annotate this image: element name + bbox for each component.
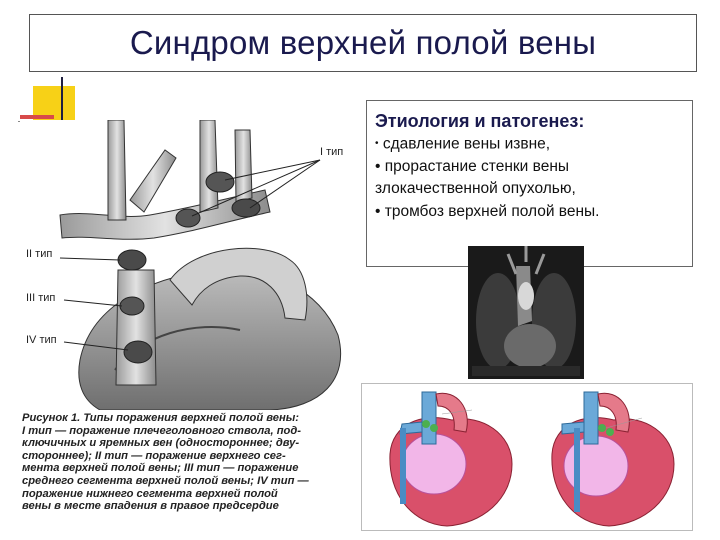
caption-line: I тип — поражение плечеголовного ствола, под-: [22, 424, 302, 437]
caption-line: ключичных и яремных вен (одностороннее; дву-: [22, 437, 300, 450]
caption-line: вены в месте впадения в правое предсердие: [22, 500, 279, 513]
heart-diagrams: [361, 383, 693, 531]
label-type-1: I тип: [320, 146, 344, 158]
etiology-line-text: сдавление вены извне,: [382, 135, 551, 153]
vena-cava-illustration: [20, 120, 360, 410]
caption-line: среднего сегмента верхней полой вены; IV тип —: [22, 474, 309, 487]
caption-line: Рисунок 1. Типы поражения верхней полой вены:: [22, 412, 299, 424]
figure-1-caption: [22, 412, 360, 513]
caption-line: поражение нижнего сегмента верхней полой: [22, 487, 278, 500]
figure-1: [20, 120, 360, 528]
accent-red-bar: [20, 115, 54, 119]
bullet: •: [375, 138, 379, 149]
caption-line: мента верхней полой вены; III тип — поражение: [22, 462, 299, 475]
etiology-line: • прорастание стенки вены: [375, 157, 570, 175]
label-type-4: IV тип: [26, 334, 57, 346]
ct-scan-image: [468, 246, 584, 379]
etiology-line: злокачественной опухолью,: [375, 180, 576, 198]
etiology-line: • тромбоз верхней полой вены.: [375, 202, 600, 220]
etiology-heading: Этиология и патогенез:: [375, 111, 585, 131]
caption-line: стороннее); II тип — поражение верхнего сег-: [22, 449, 286, 462]
label-type-2: II тип: [26, 248, 53, 260]
slide-title: Синдром верхней полой вены: [129, 24, 597, 61]
etiology-line: [375, 133, 684, 156]
label-type-3: III тип: [26, 292, 56, 304]
title-box: [29, 14, 697, 72]
etiology-box: [366, 100, 693, 267]
